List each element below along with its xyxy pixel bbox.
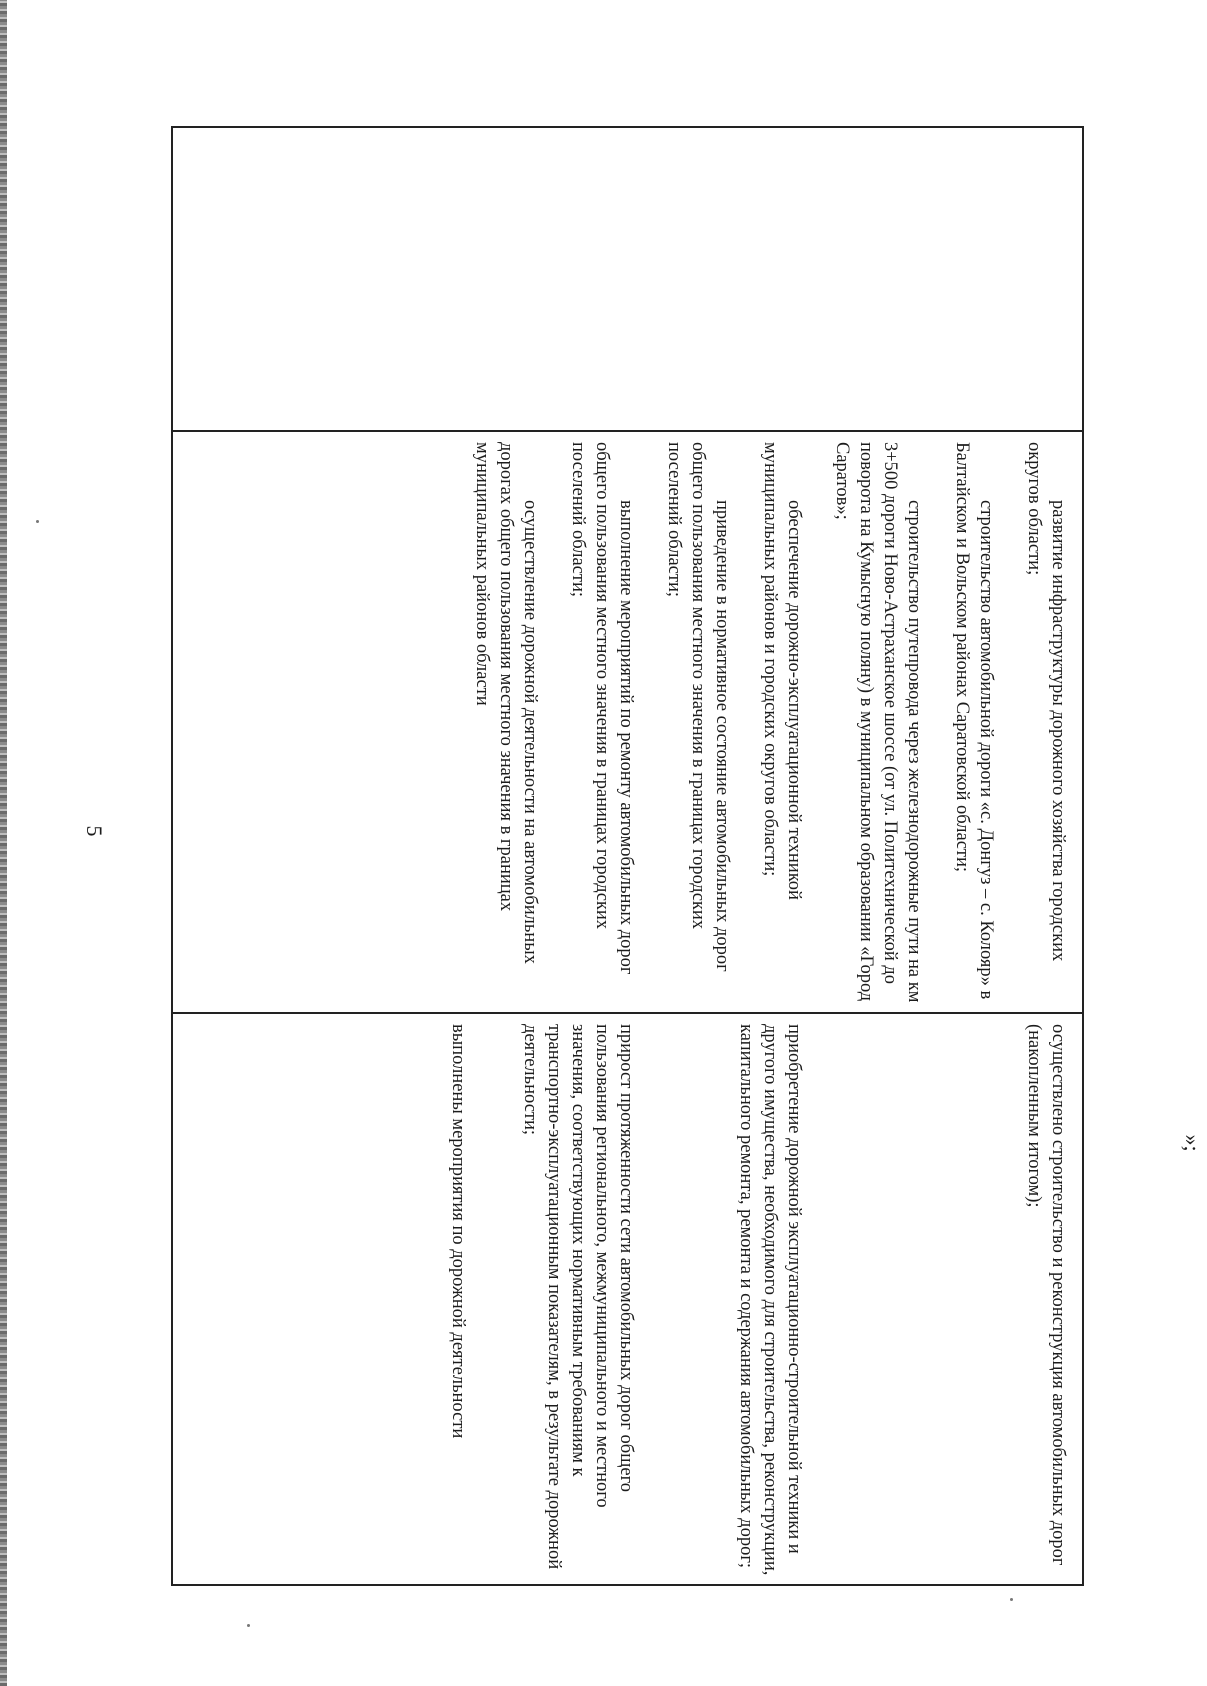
table-cell-activities	[171, 432, 1084, 1014]
activity-item: развитие инфраструктуры дорожного хозяйства городских округов области;	[1024, 442, 1068, 962]
closing-mark: »;	[1180, 1134, 1205, 1152]
activity-item: строительство путепровода через железнодорожные пути на км 3+500 дороги Ново-Астраханское шоссе (от ул. Политехнической до поворота на Кумысную поляну) в муниципальном образовании «Город Саратов»;	[832, 442, 924, 1003]
result-item: выполнены мероприятия по дорожной деятельности	[448, 1024, 468, 1439]
activity-item: обеспечение дорожно-эксплуатационной техникой муниципальных районов и городских округов области;	[760, 442, 804, 900]
activity-item: приведение в нормативное состояние автомобильных дорог общего пользования местного значения в границах городских поселений области;	[664, 442, 732, 972]
scan-edge	[0, 0, 7, 1686]
result-item: приобретение дорожной эксплуатационно-строительной техники и другого имущества, необходимого для строительства, реконструкции, капитального ремонта, ремонта и содержания автомобильных дорог;	[736, 1024, 804, 1576]
activity-item: выполнение мероприятий по ремонту автомобильных дорог общего пользования местного значения в границах городских поселений области;	[568, 442, 636, 975]
result-item: прирост протяженности сети автомобильных дорог общего пользования регионального, межмуниципального и местного значения, соответствующих нормативным требованиям к транспортно-эксплуатационным показателям, в результате дорожной деятельности;	[520, 1024, 636, 1570]
activity-item: осуществление дорожной деятельности на автомобильных дорогах общего пользования местного значения в границах муниципальных районов области	[472, 442, 540, 964]
table-cell-results	[171, 1014, 1084, 1586]
scan-speck	[36, 520, 39, 523]
scan-speck	[1010, 1598, 1013, 1601]
table-row	[171, 126, 1084, 1586]
page-number: 5	[82, 825, 107, 837]
scan-speck	[247, 1624, 250, 1627]
document-table	[171, 126, 1084, 1586]
table-cell-empty	[171, 126, 1084, 432]
activity-item: строительство автомобильной дороги «с. Донгуз – с. Колояр» в Балтайском и Вольском районах Саратовской области;	[952, 442, 996, 1000]
result-item: осуществлено строительство и реконструкция автомобильных дорог (накопленным итогом);	[1024, 1024, 1068, 1566]
